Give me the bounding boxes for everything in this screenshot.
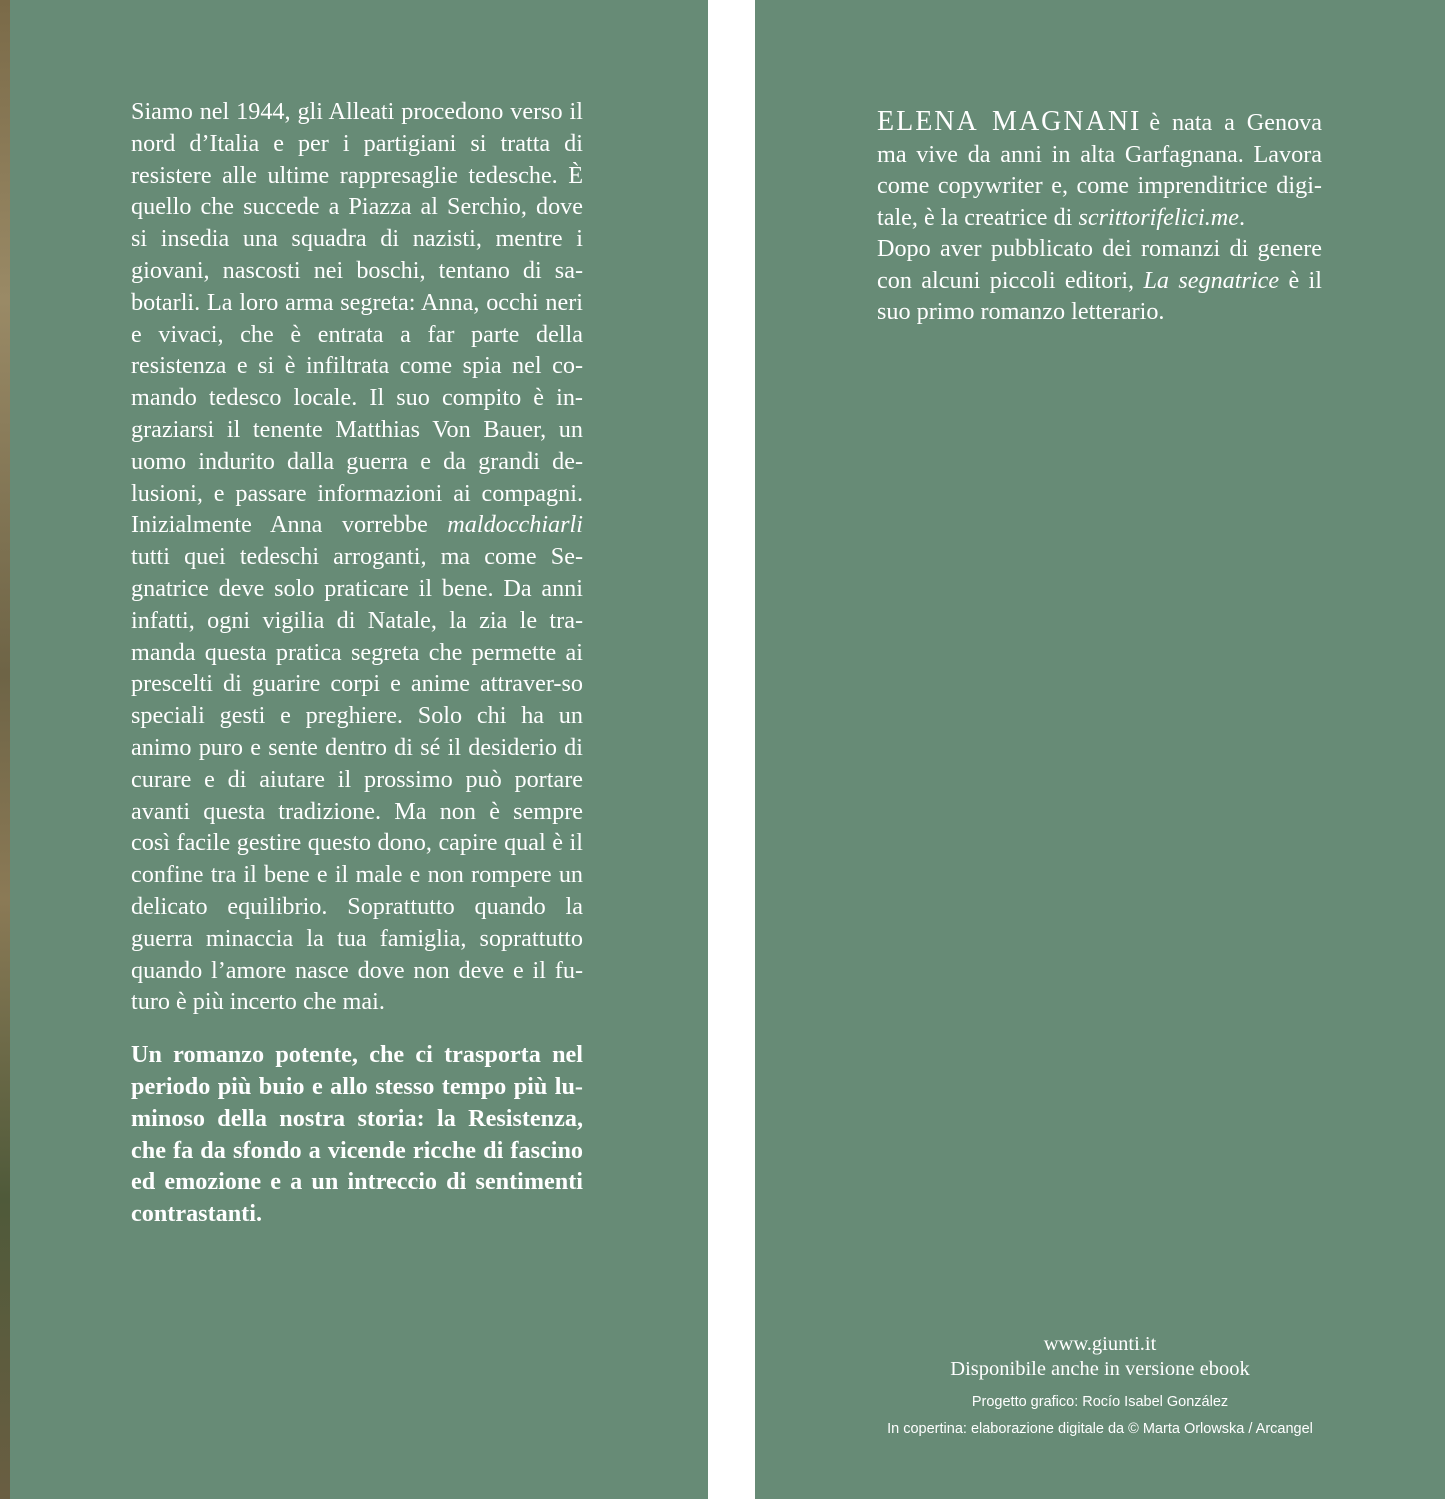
bio-text: è nata a Genova ma vive da anni in alta Garfagnana. Lavora come copywriter e, come imprenditrice digi-tale, è la creatrice di [877,109,1322,231]
right-flap [755,0,1445,1499]
synopsis-line: animo puro e sente dentro di sé il desiderio [131,733,557,761]
synopsis-line: graziarsi il tenente Matthias Von Bauer, un [131,415,583,443]
blurb-line: ed emozione e a un intreccio di sentimenti [131,1168,583,1196]
synopsis-line: quello che succede a Piazza al Serchio, dove [131,193,583,221]
synopsis-line: ai prescelti di guarire corpi e anime attraver- [131,638,583,698]
synopsis-line: tutti quei tedeschi arroganti, ma come Se- [131,543,583,571]
blurb-paragraph [131,1039,583,1230]
synopsis-line: quando l’amore nasce dove non deve e il fu- [131,956,583,984]
synopsis-text [131,96,583,1230]
author-bio [877,106,1322,328]
synopsis-line: turo è più incerto che mai. [131,988,385,1016]
synopsis-line: resistere alle ultime rappresaglie tedesche. È [131,161,583,189]
synopsis-line: guerra minaccia la tua famiglia, soprattutto [131,924,583,952]
synopsis-line: so speciali gesti e preghiere. Solo chi ha un [131,670,583,730]
synopsis-line: neri e vivaci, che è entrata a far parte della [131,288,584,348]
synopsis-line: botarli. La loro arma segreta: Anna, occhi [131,288,539,316]
book-title-italic: La segnatrice [1143,266,1280,294]
synopsis-line: manda questa pratica segreta che permette [131,638,557,666]
synopsis-italic-word: maldocchiarli [447,511,583,539]
author-name: ELENA MAGNANI [877,106,1142,137]
synopsis-line: avanti questa tradizione. Ma non è sempre [131,797,583,825]
cover-edge-strip [0,0,10,1499]
blurb-line: contrastanti. [131,1200,262,1228]
synopsis-line: il nord d’Italia e per i partigiani si tratta di [131,98,583,157]
bio-text: è il suo primo romanzo letterario. [877,266,1322,325]
synopsis-line: lusioni, e passare informazioni ai compagni. [131,479,583,507]
design-credit: Progetto grafico: Rocío Isabel González [971,1394,1229,1410]
synopsis-line: mando tedesco locale. Il suo compito è in- [131,384,583,412]
cover-credit: In copertina: elaborazione digitale da © Marta Orlowska / Arcangel [887,1421,1313,1437]
synopsis-line: uomo indurito dalla guerra e da grandi de- [131,447,583,475]
blurb-line: Un romanzo potente, che ci trasporta nel [131,1041,583,1069]
blurb-line: che fa da sfondo a vicende ricche di fascino [131,1136,583,1164]
synopsis-line: il confine tra il bene e il male e non rompere [131,829,583,889]
synopsis-line: infatti, ogni vigilia di Natale, la zia le tra- [131,606,583,634]
bio-paragraph-1 [877,106,1322,233]
bio-text: Dopo aver pubblicato dei romanzi di genere con alcuni piccoli editori, [877,235,1322,294]
ebook-note: Disponibile anche in versione ebook [950,1358,1250,1380]
synopsis-line: di curare e di aiutare il prossimo può portare [131,733,583,793]
synopsis-line: giovani, nascosti nei boschi, tentano di sa- [131,256,583,284]
synopsis-line: così facile gestire questo dono, capire qual è [131,829,563,857]
bio-website-italic: scrittorifelici.me [1078,203,1239,231]
flap-footer [755,1332,1445,1443]
bio-paragraph-2 [877,233,1322,328]
synopsis-line: gnatrice deve solo praticare il bene. Da anni [131,574,583,602]
synopsis-line: resistenza e si è infiltrata come spia nel co- [131,352,583,380]
blurb-line: minoso della nostra storia: la Resistenza, [131,1104,583,1132]
synopsis-line: un delicato equilibrio. Soprattutto quando la [131,861,584,920]
left-flap [10,0,708,1499]
blurb-line: periodo più buio e allo stesso tempo più lu- [131,1072,583,1100]
synopsis-line: Siamo nel 1944, gli Alleati procedono verso [131,98,563,125]
synopsis-line: si insedia una squadra di nazisti, mentre i [131,225,583,253]
publisher-website: www.giunti.it [1043,1333,1157,1355]
synopsis-paragraph [131,96,583,1018]
bio-text: . [1239,203,1246,231]
synopsis-line: Inizialmente Anna vorrebbe [131,511,448,539]
